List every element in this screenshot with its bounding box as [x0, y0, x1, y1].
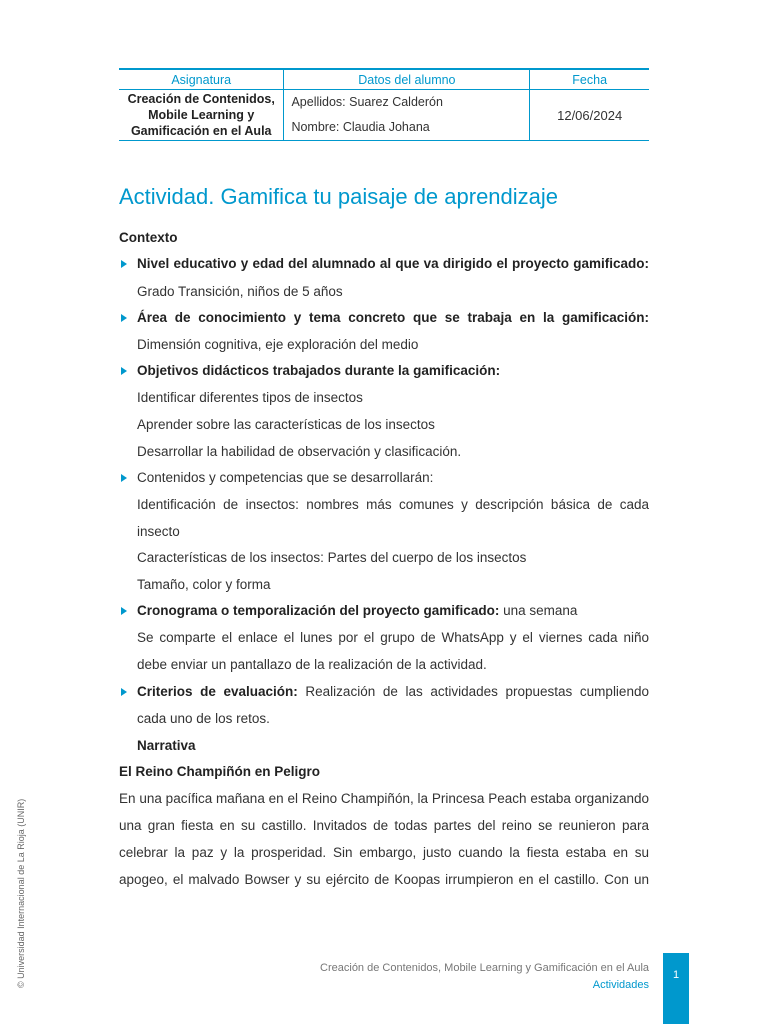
subject-line: Mobile Learning y: [148, 108, 255, 122]
bullet-label: Cronograma o temporalización del proyecto gamificado:: [137, 603, 500, 618]
subject-line: Gamificación en el Aula: [130, 124, 272, 138]
bullet-label: Objetivos didácticos trabajados durante la gamificación:: [137, 363, 501, 378]
bullet-value: una semana: [499, 603, 578, 618]
copyright-sidebar: © Universidad Internacional de La Rioja (UNIR): [16, 798, 26, 988]
apellidos-field: Apellidos: Suarez Calderón: [291, 95, 443, 109]
bullet-icon: [121, 474, 127, 482]
bullet-icon: [121, 607, 127, 615]
bullet-label: Contenidos y competencias que se desarrollarán:: [137, 470, 434, 485]
nombre-field: Nombre: Claudia Johana: [291, 120, 430, 134]
schedule-text: debe enviar un pantallazo de la realización de la actividad.: [137, 657, 487, 672]
col-asignatura-header: Asignatura: [119, 69, 284, 90]
bullet-value: Realización de las actividades propuestas cumpliendo: [305, 684, 649, 699]
story-line: apogeo, el malvado Bowser y su ejército de Koopas irrumpieron en el castillo. Con un: [119, 872, 649, 887]
objective-item: Desarrollar la habilidad de observación y clasificación.: [137, 444, 462, 459]
page-title: Actividad. Gamifica tu paisaje de aprendizaje: [119, 184, 559, 209]
bullet-label-line: [137, 602, 577, 620]
criteria-text: cada uno de los retos.: [137, 711, 270, 726]
student-data-cell: [284, 90, 530, 141]
bullet-label: Área de conocimiento y tema concreto que se trabaja en la gamificación:: [137, 310, 649, 325]
content-text: Características de los insectos: Partes del cuerpo de los insectos: [137, 550, 527, 565]
bullet-icon: [121, 314, 127, 322]
content-text: Identificación de insectos: nombres más comunes y descripción básica de cada: [137, 497, 649, 512]
story-line: una gran fiesta en su castillo. Invitados de todas partes del reino se reunieron para: [119, 818, 649, 833]
subject-cell: [119, 90, 284, 141]
footer-section: Actividades: [592, 979, 649, 991]
content-text: Tamaño, color y forma: [137, 577, 271, 592]
fecha-value: 12/06/2024: [530, 90, 649, 141]
story-title: El Reino Champiñón en Peligro: [119, 764, 321, 779]
header-table: [119, 68, 649, 141]
story-line: En una pacífica mañana en el Reino Champiñón, la Princesa Peach estaba organizando: [119, 791, 649, 806]
bullet-label: Criterios de evaluación:: [137, 684, 298, 699]
bullet-label-line: [137, 683, 649, 701]
schedule-text: Se comparte el enlace el lunes por el grupo de WhatsApp y el viernes cada niño: [137, 630, 649, 645]
bullet-icon: [121, 688, 127, 696]
subject-line: Creación de Contenidos,: [127, 92, 275, 106]
objective-item: Identificar diferentes tipos de insectos: [137, 390, 363, 405]
bullet-icon: [121, 260, 127, 268]
story-line: celebrar la paz y la prosperidad. Sin embargo, justo cuando la fiesta estaba en su: [119, 845, 649, 860]
page-number: 1: [672, 969, 680, 981]
section-heading-contexto: Contexto: [119, 230, 178, 245]
col-datos-header: Datos del alumno: [284, 69, 530, 90]
bullet-text: Grado Transición, niños de 5 años: [137, 284, 343, 299]
bullet-label: Nivel educativo y edad del alumnado al que va dirigido el proyecto gamificado:: [137, 256, 649, 271]
section-heading-narrativa: Narrativa: [137, 738, 196, 753]
content-text: insecto: [137, 524, 180, 539]
page-number-tab: [663, 953, 689, 1024]
col-fecha-header: Fecha: [530, 69, 649, 90]
objective-item: Aprender sobre las características de los insectos: [137, 417, 435, 432]
footer-course: Creación de Contenidos, Mobile Learning y Gamificación en el Aula: [320, 962, 649, 974]
bullet-text: Dimensión cognitiva, eje exploración del medio: [137, 337, 419, 352]
bullet-icon: [121, 367, 127, 375]
